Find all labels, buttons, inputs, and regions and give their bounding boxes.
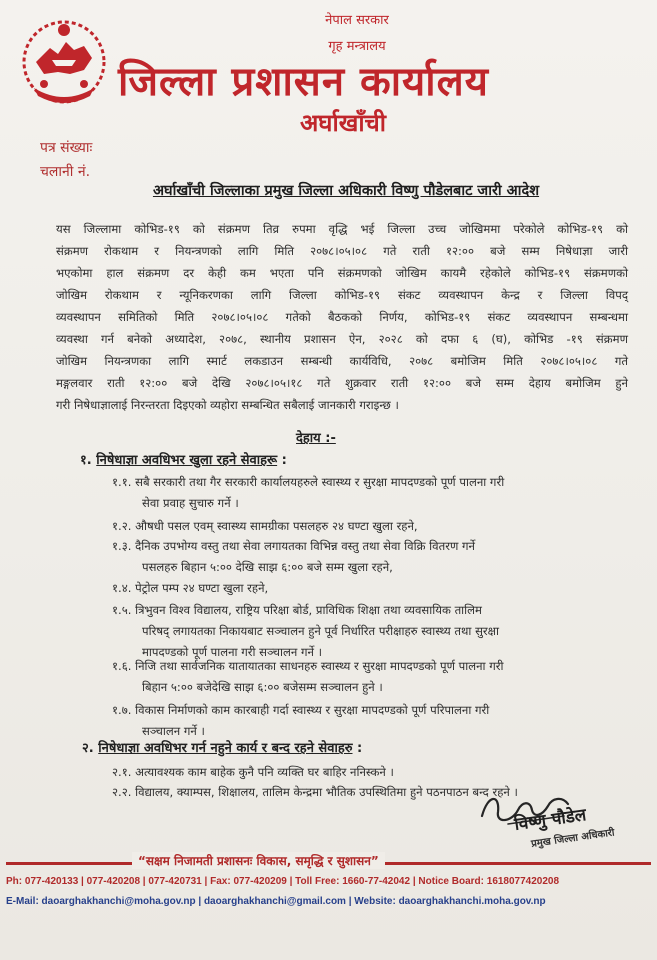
district-name: अर्घाखाँची xyxy=(299,109,387,137)
dispatch-number-label: चलानी नं. xyxy=(40,164,91,180)
section-colon: : xyxy=(357,741,363,756)
dehaya-heading: देहाय :- xyxy=(296,431,336,446)
body-line: व्यवस्था गर्न बनेको अध्यादेश, २०७८, स्थानीय प्रशासन ऐन, २०२८ को दफा ६ (घ), कोभिड -१९ संक्रमण xyxy=(56,332,628,346)
item-line: मापदण्डको पूर्ण पालना गरी सञ्चालन गर्ने । xyxy=(142,645,323,659)
item-line: पसलहरु बिहान ५:०० देखि साझ ६:०० बजे सम्म खुला रहने, xyxy=(142,560,393,574)
section-number: १. xyxy=(80,453,92,468)
section-title: निषेधाज्ञा अवधिभर खुला रहने सेवाहरू xyxy=(96,453,278,468)
notice-subject: अर्घाखाँची जिल्लाका प्रमुख जिल्ला अधिकारी विष्णु पौडेलबाट जारी आदेश xyxy=(152,183,540,199)
body-line: जोखिम नियन्त्रणका लागि स्मार्ट लकडाउन सम्बन्धी कार्यविधि, २०७८ बमोजिम मिति २०७८।०५।०८ गते xyxy=(56,354,628,368)
contact-line: Ph: 077-420133 | 077-420208 | 077-420731 | Fax: 077-420209 | Toll Free: 1660-77-42042 | Notice Board: 1618077420208 xyxy=(6,876,560,887)
list-item xyxy=(112,516,418,537)
office-title: जिल्ला प्रशासन कार्यालय xyxy=(118,59,489,105)
item-line: सेवा प्रवाह सुचारु गर्ने । xyxy=(142,496,239,510)
list-item xyxy=(112,536,475,578)
item-line: १.१. सबै सरकारी तथा गैर सरकारी कार्यालयहरुले स्वास्थ्य र सुरक्षा मापदण्डको पूर्ण पालना गरी xyxy=(112,475,505,489)
email-line: E-Mail: daoarghakhanchi@moha.gov.np | daoarghakhanchi@gmail.com | Website: daoarghakhanchi.moha.gov.np xyxy=(6,896,546,907)
item-line: २.२. विद्यालय, क्याम्पस, शिक्षालय, तालिम केन्द्रमा भौतिक उपस्थितिमा हुने पठनपाठन बन्द रहने । xyxy=(112,785,518,799)
body-line: जोखिम रोकथाम र न्यूनिकरणका लागि जिल्ला कोभिड-१९ संकट व्यवस्थापन केन्द्र र जिल्ला विपद् xyxy=(56,288,628,302)
list-item xyxy=(112,578,268,599)
item-line: बिहान ५:०० बजेदेखि साझ ६:०० बजेसम्म सञ्चालन हुने । xyxy=(142,680,383,694)
list-item xyxy=(112,472,504,514)
section-1-heading xyxy=(80,450,287,468)
list-item xyxy=(112,782,518,803)
item-line: १.६. निजि तथा सार्वजनिक यातायातका साधनहरु स्वास्थ्य र सुरक्षा मापदण्डको पूर्ण पालना गरी xyxy=(112,659,504,673)
section-2-heading xyxy=(82,738,362,756)
list-item xyxy=(112,762,394,783)
section-colon: : xyxy=(281,453,287,468)
body-line: गरी निषेधाज्ञालाई निरन्तरता दिइएको व्यहोरा सम्बन्धित सबैलाई जानकारी गराइन्छ । xyxy=(56,398,399,412)
body-line: यस जिल्लामा कोभिड-१९ को संक्रमण तिव्र रुपमा वृद्धि भई जिल्ला उच्च जोखिममा परेकोले कोभिड-१९ को xyxy=(56,222,628,236)
office-motto: “सक्षम निजामती प्रशासनः विकास, समृद्धि र सुशासन” xyxy=(132,852,385,869)
item-line: २.१. अत्यावश्यक काम बाहेक कुनै पनि व्यक्ति घर बाहिर ननिस्कने । xyxy=(112,765,394,779)
item-line: १.७. विकास निर्माणको काम कारबाही गर्दा स्वास्थ्य र सुरक्षा मापदण्डको पूर्ण परिपालना गरी xyxy=(112,703,490,717)
list-item xyxy=(112,600,499,663)
item-line: परिषद् लगायतका निकायबाट सञ्चालन हुने पूर्व निर्धारित परीक्षाहरु स्वास्थ्य तथा सुरक्षा xyxy=(142,624,499,638)
body-line: व्यवस्थापन समितिको मिति २०७८।०५।०८ गतेको बैठकको निर्णय, कोभिड-१९ संकट व्यवस्थापन सम्बन्धमा xyxy=(56,310,628,324)
letter-number-label: पत्र संख्याः xyxy=(40,140,93,156)
body-line: मङ्गलवार राती १२:०० बजे देखि २०७८।०५।१८ गते शुक्रवार राती १२:०० बजे सम्म देहाय बमोजिम हुने xyxy=(56,376,628,390)
section-number: २. xyxy=(82,741,94,756)
list-item xyxy=(112,700,489,742)
item-line: १.२. औषधी पसल एवम् स्वास्थ्य सामग्रीका पसलहरु २४ घण्टा खुला रहने, xyxy=(112,519,418,533)
list-item xyxy=(112,656,504,698)
body-line: भएकोमा हाल संक्रमण दर केही कम भएता पनि संक्रमणको जोखिम कायमै रहेकोले कोभिड-१९ संक्रमणको xyxy=(56,266,628,280)
signer-title: प्रमुख जिल्ला अधिकारी xyxy=(530,827,616,850)
body-line: संक्रमण रोकथाम र नियन्त्रणको लागि मिति २०७८।०५।०८ गते राती १२:०० बजे सम्म निषेधाज्ञा जारी xyxy=(56,244,628,258)
ministry-name: गृह मन्त्रालय xyxy=(328,39,386,54)
notice-body xyxy=(56,218,628,416)
item-line: १.३. दैनिक उपभोग्य वस्तु तथा सेवा लगायतका विभिन्न वस्तु तथा सेवा विक्रि वितरण गर्ने xyxy=(112,539,475,553)
nepal-emblem-icon xyxy=(14,18,114,108)
signer-name: विष्णु पौडेल xyxy=(513,805,588,835)
item-line: सञ्चालन गर्ने । xyxy=(142,724,205,738)
item-line: १.४. पेट्रोल पम्प २४ घण्टा खुला रहने, xyxy=(112,581,269,595)
item-line: १.५. त्रिभुवन विश्व विद्यालय, राष्ट्रिय परिक्षा बोर्ड, प्राविधिक शिक्षा तथा व्यवसायिक तालिम xyxy=(112,603,482,617)
government-name: नेपाल सरकार xyxy=(325,13,389,28)
section-title: निषेधाज्ञा अवधिभर गर्न नहुने कार्य र बन्द रहने सेवाहरु xyxy=(98,741,353,756)
